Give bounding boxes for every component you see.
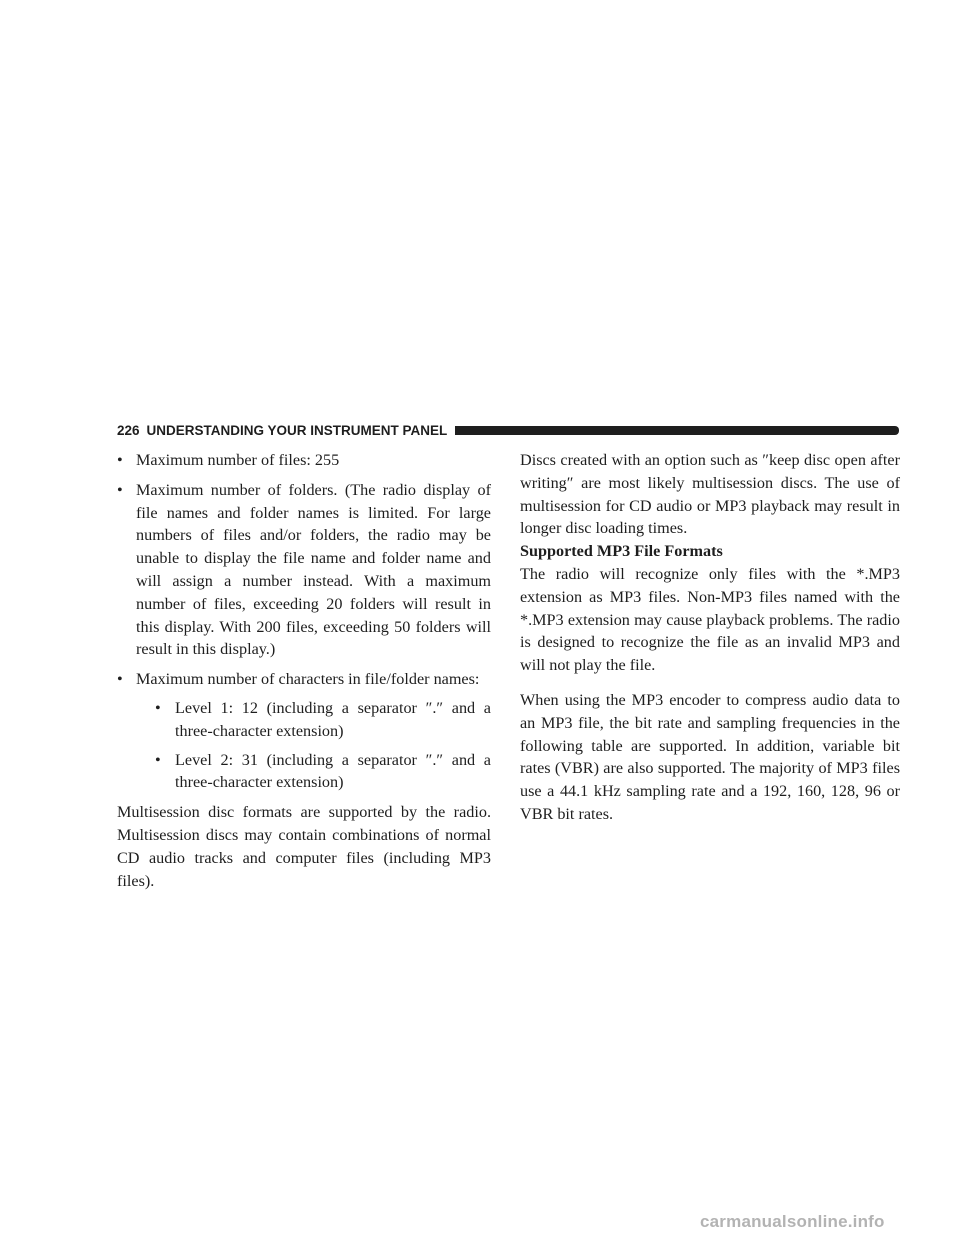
bullet-icon: • [155,750,161,769]
bullet-text: Maximum number of characters in file/folder names: [136,670,480,689]
list-item [117,479,491,661]
list-item [117,668,491,794]
right-column [520,449,900,826]
bullet-icon: • [155,698,161,717]
bullet-icon: • [117,480,123,499]
bullet-list [117,449,491,794]
bullet-icon: • [117,670,123,689]
watermark-text: carmanualsonline.info [700,1212,885,1231]
mp3-encoder-paragraph: When using the MP3 encoder to compress audio data to an MP3 file, the bit rate and sampling frequencies in the following table are supported. In addition, variable bit rates (VBR) are also supported. The majority of MP3 files use a 44.1 kHz sampling rate and a 192, 160, 128, 96 or VBR bit rates. [520,690,900,823]
sub-bullet-text: Level 1: 12 (including a separator ″.″ and a three-character extension) [175,698,491,740]
page-number: 226 [117,422,140,438]
bullet-text: Maximum number of files: 255 [136,451,340,469]
multisession-note-paragraph: Discs created with an option such as ″keep disc open after writing″ are most likely multisession discs. The use of multisession for CD audio or MP3 playback may result in longer disc loading times. [520,451,900,538]
list-item [155,749,491,795]
header-rule-bar [455,426,899,435]
bullet-text: Maximum number of folders. (The radio display of file names and folder names is limited. For large numbers of files and/or folders, the radio may be unable to display the file name and folder name and will assign a number instead. With a maximum number of files, exceeding 20 folders will result in this display. With 200 files, exceeding 50 folders will result in this display.) [136,480,491,659]
sub-bullet-list [155,697,491,794]
multisession-paragraph: Multisession disc formats are supported by the radio. Multisession discs may contain combinations of normal CD audio tracks and computer files (including MP3 files). [117,803,491,890]
page-header [117,420,899,440]
list-item [117,449,491,472]
mp3-recognition-paragraph: The radio will recognize only files with the *.MP3 extension as MP3 files. Non-MP3 files named with the *.MP3 extension may cause playback problems. The radio is designed to recognize the file as an invalid MP3 and will not play the file. [520,564,900,675]
section-subheading: Supported MP3 File Formats [520,542,723,561]
section-title: UNDERSTANDING YOUR INSTRUMENT PANEL [146,422,448,438]
left-column [117,449,491,892]
bullet-icon: • [117,451,123,469]
sub-bullet-text: Level 2: 31 (including a separator ″.″ and a three-character extension) [175,750,491,792]
list-item [155,697,491,743]
